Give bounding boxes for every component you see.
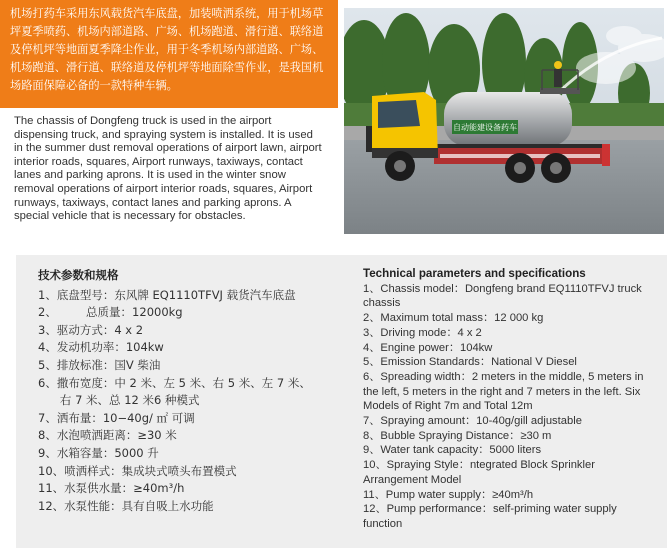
spec-en-item: 6、Spreading width：2 meters in the middle, 5 meters in the left, 5 meters in the right and 7 meters in the left. Six Models of Right 7m and Total 12m: [363, 370, 644, 413]
spec-en-item: 8、Bubble Spraying Distance：≥30 m: [363, 429, 552, 442]
spec-en-item: 3、Driving mode：4 x 2: [363, 326, 482, 339]
spec-cn-item: 8、水泡喷洒距离：≥30 米: [38, 428, 177, 443]
spec-en-item: 9、Water tank capacity：5000 liters: [363, 444, 542, 457]
specs-en-title: Technical parameters and specifications: [363, 267, 586, 280]
spec-en-item: 1、Chassis model：Dongfeng brand EQ1110TFVJ truck chassis: [363, 282, 642, 310]
spec-cn-item: 1、底盘型号：东风牌 EQ1110TFVJ 载货汽车底盘: [38, 287, 296, 302]
spec-en-item: 2、Maximum total mass：12 000 kg: [363, 312, 544, 325]
specs-cn-title: 技术参数和规格: [38, 268, 119, 282]
specs-cn: [38, 267, 358, 515]
spec-en-item: 12、Pump performance：self-priming water supply function: [363, 503, 617, 530]
spec-cn-item: 10、喷洒样式：集成块式喷头布置模式: [38, 463, 237, 478]
intro-text-cn: 机场打药车采用东风载货汽车底盘，加装喷洒系统，用于机场草坪夏季喷药、机场内部道路、广场、机场跑道、滑行道、联络道及停机坪等地面夏季降尘作业，用于冬季机场内部道路、广场、机场跑道、滑行道、联络道及停机坪等地面除雪作业，是我国机场路面保障必备的一款特种车辆。: [10, 7, 324, 92]
spec-cn-item: 11、水泵供水量：≥40m³/h: [38, 481, 185, 496]
truck-photo: [344, 8, 664, 234]
intro-text-en: The chassis of Dongfeng truck is used in the airport dispensing truck, and spraying system is installed. It is used in the summer dust removal operations of airport lawn, airport interior roads, squares, Airport runways, taxiways, contact lanes and parking aprons. It is used in the winter snow removal operations of airport interior roads, squares, Airport runways, taxiways, contact lanes and parking aprons. A special vehicle that is necessary for obstacles.: [14, 115, 322, 223]
spec-cn-item: 5、排放标准：国Ⅴ 柴油: [38, 357, 161, 372]
spec-en-item: 7、Spraying amount：10-40g/gill adjustable: [363, 415, 582, 428]
spec-en-item: 10、Spraying Style：ntegrated Block Sprinkler Arrangement Model: [363, 459, 595, 486]
spec-cn-item: 12、水泵性能：具有自吸上水功能: [38, 498, 214, 513]
intro-banner-cn: [0, 0, 338, 108]
truck-illustration: [344, 8, 664, 234]
spec-cn-item: 6、撒布宽度：中 2 米、左 5 米、右 5 米、左 7 米、: [38, 375, 311, 390]
spec-cn-item: 3、驱动方式：4 x 2: [38, 322, 144, 337]
spec-cn-item: 7、洒布量：10−40g/ ㎡ 可调: [38, 410, 195, 425]
spec-en-item: 5、Emission Standards：National V Diesel: [363, 356, 577, 369]
specs-en: [363, 267, 645, 532]
truck-side-text: 自动能建设备药车: [453, 123, 517, 132]
specs-panel: [16, 255, 667, 548]
spec-cn-item: 9、水箱容量：5000 升: [38, 445, 159, 460]
spec-en-item: 4、Engine power：104kw: [363, 341, 493, 354]
spec-cn-item: 4、发动机功率：104kw: [38, 340, 164, 355]
spec-cn-item: 右 7 米、总 12 米6 种模式: [38, 393, 200, 408]
spec-cn-item: 2、 总质量：12000kg: [38, 305, 183, 320]
spec-en-item: 11、Pump water supply：≥40m³/h: [363, 488, 534, 501]
